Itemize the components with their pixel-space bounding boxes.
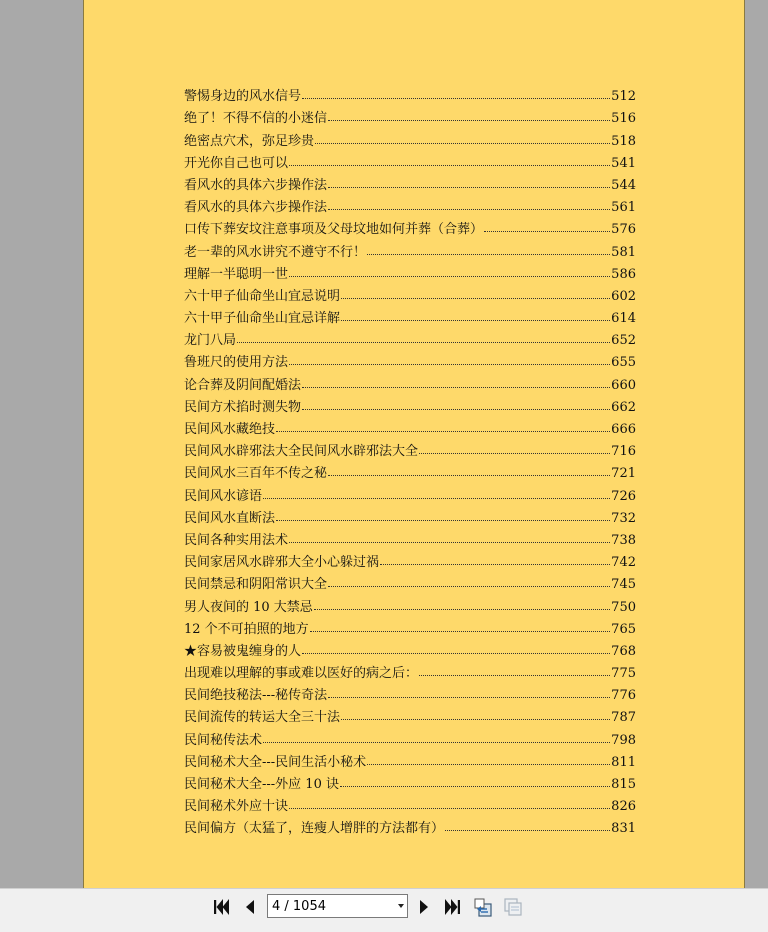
toc-entry[interactable]: [184, 304, 636, 326]
toc-leader-dots: [328, 209, 610, 210]
toc-leader-dots: [263, 742, 610, 743]
toc-entry[interactable]: [184, 814, 636, 836]
toc-leader-dots: [314, 609, 610, 610]
toc-leader-dots: [302, 653, 610, 654]
toc-entry-title: 民间风水三百年不传之秘: [184, 466, 328, 482]
toc-leader-dots: [419, 453, 610, 454]
toc-leader-dots: [315, 143, 610, 144]
toc-entry-page-number: 721: [611, 466, 636, 482]
next-page-icon: [414, 897, 434, 917]
toc-leader-dots: [328, 586, 610, 587]
toc-entry-title: 民间风水藏绝技: [184, 422, 276, 437]
toc-entry-title: 民间秘传法术: [184, 732, 263, 748]
toc-entry-title: 12 个不可拍照的地方: [184, 621, 309, 637]
toc-entry[interactable]: [184, 149, 636, 171]
toc-leader-dots: [302, 98, 610, 99]
combine-pages-button[interactable]: [501, 895, 525, 919]
toc-entry[interactable]: [184, 548, 636, 570]
toc-entry[interactable]: [184, 437, 636, 459]
toc-entry-page-number: 660: [611, 377, 636, 393]
toc-leader-dots: [310, 631, 610, 632]
toc-entry[interactable]: [184, 326, 636, 348]
last-page-button[interactable]: [441, 895, 465, 919]
toc-entry-title: 民间绝技秘法---秘传奇法: [184, 688, 328, 704]
toc-entry[interactable]: [184, 459, 636, 481]
toc-entry-page-number: 516: [611, 111, 636, 127]
toc-entry[interactable]: [184, 171, 636, 193]
toc-entry[interactable]: [184, 82, 636, 104]
toc-entry-title: 论合葬及阴间配婚法: [184, 377, 302, 393]
next-page-button[interactable]: [412, 895, 436, 919]
chevron-down-icon[interactable]: [398, 904, 404, 908]
toc-entry-title: 民间风水谚语: [184, 488, 263, 504]
toc-entry[interactable]: [184, 393, 636, 415]
toc-entry-page-number: 732: [611, 510, 636, 526]
toc-entry-page-number: 831: [611, 821, 636, 837]
toc-entry-title: 民间偏方（太猛了，连瘦人增胖的方法都有）: [184, 821, 445, 837]
toc-leader-dots: [289, 165, 610, 166]
toc-leader-dots: [419, 675, 610, 676]
toc-entry-page-number: 738: [611, 532, 636, 548]
toc-entry-page-number: 811: [611, 754, 636, 770]
toc-entry-page-number: 576: [611, 222, 636, 238]
toc-leader-dots: [484, 231, 610, 232]
toc-leader-dots: [341, 320, 610, 321]
toc-entry-title: 老一辈的风水讲究不遵守不行！: [184, 244, 367, 260]
toc-entry-page-number: 602: [611, 288, 636, 304]
toc-entry-title: 民间禁忌和阴阳常识大全: [184, 577, 328, 593]
toc-entry-title: 绝密点穴术，弥足珍贵: [184, 133, 315, 149]
toc-entry-title: 看风水的具体六步操作法: [184, 200, 328, 216]
toc-entry-page-number: 512: [611, 89, 636, 105]
toc-entry-title: 出现难以理解的事或难以医好的病之后：: [184, 666, 419, 682]
last-page-icon: [443, 897, 463, 917]
toc-entry[interactable]: [184, 193, 636, 215]
toc-leader-dots: [328, 697, 610, 698]
toc-entry-page-number: 726: [611, 488, 636, 504]
toc-leader-dots: [289, 542, 610, 543]
toc-entry-title: 六十甲子仙命坐山宜忌说明: [184, 288, 341, 304]
toc-entry-page-number: 716: [611, 444, 636, 460]
toc-leader-dots: [380, 564, 610, 565]
toc-entry-page-number: 787: [611, 710, 636, 726]
toc-entry-page-number: 541: [611, 155, 636, 171]
toc-entry[interactable]: [184, 104, 636, 126]
toc-leader-dots: [340, 786, 610, 787]
toc-leader-dots: [445, 830, 610, 831]
toc-entry-page-number: 798: [611, 732, 636, 748]
toc-entry[interactable]: [184, 592, 636, 614]
toc-entry[interactable]: [184, 659, 636, 681]
toc-entry-title: 男人夜间的 10 大禁忌: [184, 599, 313, 615]
toc-entry[interactable]: [184, 260, 636, 282]
toc-entry-title: 民间秘术大全---民间生活小秘术: [184, 754, 367, 770]
toc-entry[interactable]: [184, 282, 636, 304]
toc-entry-title: 民间各种实用法术: [184, 532, 289, 548]
toc-leader-dots: [276, 431, 610, 432]
toc-entry[interactable]: [184, 681, 636, 703]
toc-entry-page-number: 742: [611, 555, 636, 571]
toc-leader-dots: [367, 764, 610, 765]
toc-leader-dots: [289, 276, 610, 277]
toc-entry-title: 民间风水辟邪法大全民间风水辟邪法大全: [184, 444, 419, 460]
toc-entry-page-number: 745: [611, 577, 636, 593]
toc-entry[interactable]: [184, 725, 636, 747]
viewer-toolbar: [0, 888, 768, 932]
toc-leader-dots: [341, 298, 610, 299]
first-page-button[interactable]: [209, 895, 233, 919]
toc-leader-dots: [289, 808, 610, 809]
toc-leader-dots: [302, 387, 610, 388]
toc-entry[interactable]: [184, 215, 636, 237]
combine-pages-icon: [502, 896, 524, 918]
toc-entry[interactable]: [184, 748, 636, 770]
toc-entry-page-number: 561: [611, 200, 636, 216]
toc-entry[interactable]: [184, 637, 636, 659]
page-number-dropdown[interactable]: [267, 894, 408, 918]
toc-leader-dots: [302, 409, 610, 410]
toc-entry-page-number: 581: [611, 244, 636, 260]
toc-entry-page-number: 666: [611, 422, 636, 437]
document-page: [83, 0, 745, 888]
toc-entry-title: 口传下葬安坟注意事项及父母坟地如何并葬（合葬）: [184, 222, 484, 238]
toc-entry-page-number: 614: [611, 311, 636, 327]
toc-entry-title: 民间秘术外应十诀: [184, 799, 289, 815]
toc-entry-page-number: 765: [611, 621, 636, 637]
extract-pages-icon: [472, 896, 494, 918]
toc-entry[interactable]: [184, 792, 636, 814]
toc-entry-page-number: 652: [611, 333, 636, 349]
toc-entry[interactable]: [184, 237, 636, 259]
toc-entry-page-number: 750: [611, 599, 636, 615]
toc-entry-title: 鲁班尺的使用方法: [184, 355, 289, 371]
toc-entry-title: 民间风水直断法: [184, 510, 276, 526]
toc-entry-title: 民间流传的转运大全三十法: [184, 710, 341, 726]
toc-entry-page-number: 586: [611, 266, 636, 282]
toc-entry-title: 警惕身边的风水信号: [184, 89, 302, 105]
toc-leader-dots: [367, 254, 610, 255]
toc-leader-dots: [328, 475, 610, 476]
extract-pages-button[interactable]: [471, 895, 495, 919]
toc-entry-page-number: 826: [611, 799, 636, 815]
toc-entry-title: 民间秘术大全---外应 10 诀: [184, 777, 339, 792]
toc-entry-page-number: 776: [611, 688, 636, 704]
toc-leader-dots: [328, 120, 610, 121]
table-of-contents: [184, 82, 636, 836]
toc-leader-dots: [237, 342, 610, 343]
toc-entry-page-number: 775: [611, 666, 636, 682]
toc-entry-page-number: 544: [611, 177, 636, 193]
page-number-input[interactable]: [268, 899, 384, 914]
toc-entry[interactable]: [184, 615, 636, 637]
toc-entry-title: ★容易被鬼缠身的人: [184, 643, 302, 659]
toc-entry-title: 看风水的具体六步操作法: [184, 177, 328, 193]
toc-leader-dots: [263, 498, 610, 499]
toc-entry-title: 理解一半聪明一世: [184, 266, 289, 282]
toc-entry-title: 民间方术掐时测失物: [184, 399, 302, 415]
toc-entry-page-number: 768: [611, 643, 636, 659]
toc-entry-title: 民间家居风水辟邪大全小心躲过祸: [184, 555, 380, 571]
previous-page-icon: [240, 897, 260, 917]
toc-entry-title: 龙门八局: [184, 333, 237, 349]
toc-entry[interactable]: [184, 126, 636, 148]
toc-entry[interactable]: [184, 370, 636, 392]
toc-entry[interactable]: [184, 703, 636, 725]
toc-leader-dots: [276, 520, 610, 521]
toc-leader-dots: [328, 187, 610, 188]
toc-entry-page-number: 518: [611, 133, 636, 149]
first-page-icon: [211, 897, 231, 917]
toc-entry[interactable]: [184, 526, 636, 548]
toc-entry-page-number: 815: [611, 777, 636, 792]
toc-entry-title: 六十甲子仙命坐山宜忌详解: [184, 311, 341, 327]
toc-entry[interactable]: [184, 504, 636, 526]
previous-page-button[interactable]: [238, 895, 262, 919]
toc-entry-title: 绝了！不得不信的小迷信: [184, 111, 328, 127]
toc-entry[interactable]: [184, 415, 636, 437]
toc-entry[interactable]: [184, 770, 636, 792]
toc-entry-page-number: 655: [611, 355, 636, 371]
toc-entry[interactable]: [184, 570, 636, 592]
toc-entry-page-number: 662: [611, 399, 636, 415]
toc-entry[interactable]: [184, 481, 636, 503]
toc-leader-dots: [341, 719, 610, 720]
toc-entry[interactable]: [184, 348, 636, 370]
toc-entry-title: 开光你自己也可以: [184, 155, 289, 171]
toc-leader-dots: [289, 364, 610, 365]
